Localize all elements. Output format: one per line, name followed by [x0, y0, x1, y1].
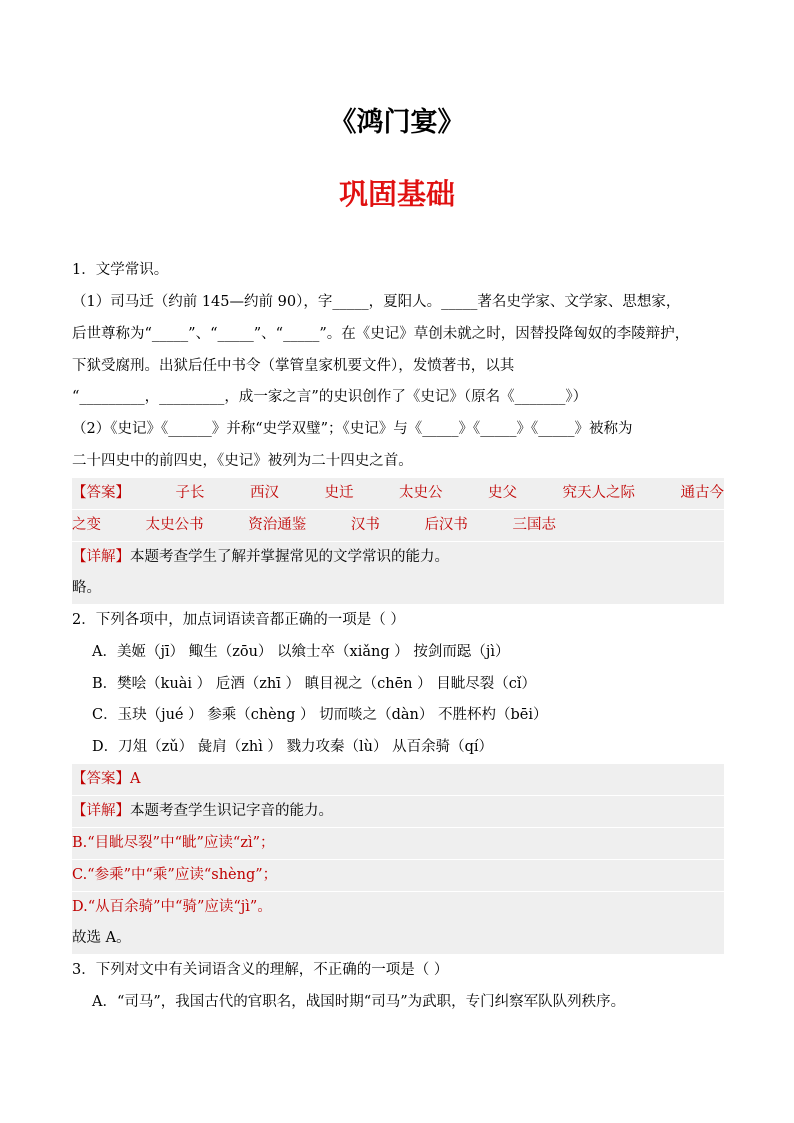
section-title: 巩固基础: [338, 177, 455, 211]
answer-item: 史迁: [324, 485, 354, 501]
q1-answer-row2: [72, 510, 724, 541]
q2-note-b: B.“目眦尽裂”中“眦”应读“zì”；: [72, 828, 724, 859]
answer-item: 通古今: [680, 485, 724, 501]
q2-option-a: A．美姬（jī） 鲰生（zōu） 以飨士卒（xiǎng ） 按剑而跽（jì）: [92, 644, 510, 660]
q1-answer-row1: [72, 478, 724, 509]
q1-part1-line4: “_________，_________，成一家之言”的史识创作了《史记》（原名《_______》）: [72, 389, 588, 405]
q1-part1-line2: 后世尊称为“_____”、“_____”、“_____”。在《史记》草创未就之时，因替投降匈奴的李陵辩护，: [72, 326, 690, 342]
document-title: 《鸿门宴》: [329, 107, 465, 138]
answer-item: 之变: [72, 517, 101, 533]
q1-part2-line1: （2）《史记》《______》并称“史学双璧”；《史记》与《_____》《_____》《_____》被称为: [72, 421, 633, 437]
answer-item: 西汉: [250, 485, 279, 501]
answer-item: 太史公书: [145, 517, 204, 533]
answer-item: 太史公: [399, 485, 443, 501]
q2-option-d: D．刀俎（zǔ） 彘肩（zhì ） 戮力攻秦（lù） 从百余骑（qí）: [92, 739, 494, 755]
q2-note-d: D.“从百余骑”中“骑”应读“jì”。: [72, 892, 724, 923]
q1-stem: 1．文学常识。: [72, 262, 169, 278]
q2-option-c: C．玉玦（jué ） 参乘（chèng ） 切而啖之（dàn） 不胜杯杓（bēi）: [92, 707, 548, 723]
detail-label: 【详解】: [72, 803, 130, 819]
answer-item: 史父: [488, 485, 517, 501]
answer-label: 【答案】: [72, 485, 130, 501]
q2-conclusion: 故选 A。: [72, 923, 724, 954]
q2-answer: [72, 764, 724, 795]
answer-item: 子长: [175, 485, 205, 501]
q3-stem: 3．下列对文中有关词语含义的理解，不正确的一项是（ ）: [72, 962, 449, 978]
q1-part2-line2: 二十四史中的前四史，《史记》被列为二十四史之首。: [72, 453, 413, 469]
answer-item: 资治通鉴: [248, 517, 307, 533]
q1-brief: 略。: [72, 573, 724, 604]
detail-label: 【详解】: [72, 549, 130, 565]
answer-item: 汉书: [350, 517, 380, 533]
answer-label: 【答案】: [72, 771, 130, 787]
detail-text: 本题考查学生了解并掌握常见的文学常识的能力。: [130, 549, 449, 565]
answer-item: 究天人之际: [562, 485, 635, 501]
q2-option-b: B．樊哙（kuài ） 卮酒（zhī ） 瞋目视之（chēn ） 目眦尽裂（cǐ）: [92, 676, 536, 692]
detail-text: 本题考查学生识记字音的能力。: [130, 803, 333, 819]
q2-stem: 2．下列各项中，加点词语读音都正确的一项是（ ）: [72, 612, 405, 628]
q1-part1-line3: 下狱受腐刑。出狱后任中书令（掌管皇家机要文件），发愤著书，以其: [72, 358, 515, 374]
q1-detail: [72, 542, 724, 573]
q2-detail: [72, 796, 724, 827]
answer-item: 三国志: [512, 517, 557, 533]
q3-option-a: A．“司马”，我国古代的官职名，战国时期“司马”为武职，专门纠察军队队列秩序。: [92, 994, 626, 1010]
q1-part1-line1: （1）司马迁（约前 145—约前 90），字_____，夏阳人。_____著名史学家、文学家、思想家，: [72, 294, 681, 310]
answer-item: 后汉书: [424, 517, 468, 533]
q2-note-c: C.“参乘”中“乘”应读“shèng”；: [72, 860, 724, 891]
answer-value: A: [130, 771, 141, 787]
